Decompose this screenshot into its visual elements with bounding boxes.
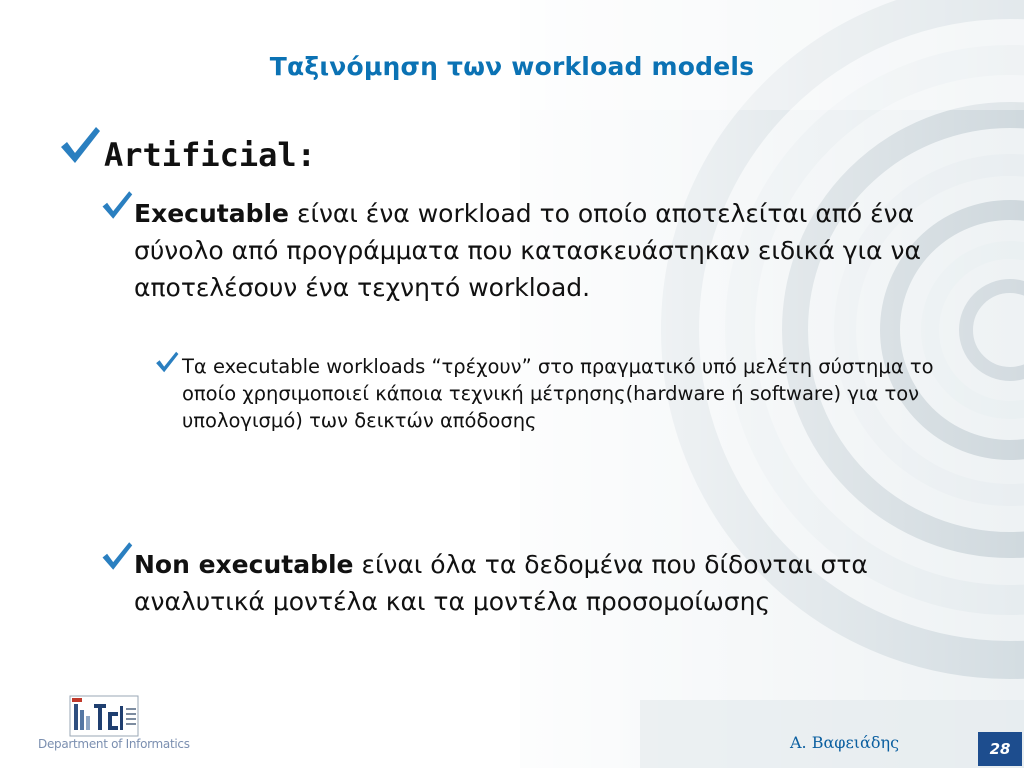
executable-sub-paragraph: Τα executable workloads “τρέχουν” στο πραγματικό υπό μελέτη σύστημα το οποίο χρησιμοποιεί κάποια τεχνική μέτρησης(hardware ή software) για τον υπολογισμό) των δεικτών απόδοσης [182,355,934,432]
page-number-box [978,732,1022,766]
executable-paragraph [134,195,964,306]
department-label: Department of Informatics [38,737,190,751]
page-number: 28 [989,740,1011,758]
checkmark-icon [100,189,134,221]
executable-term: Executable [134,199,290,228]
non-executable-paragraph [134,546,964,620]
checkmark-icon [100,540,134,572]
section-label-artificial: Artificial: [104,136,316,174]
slide-title: Ταξινόμηση των workload models [269,52,755,81]
non-executable-term: Non executable [134,550,354,579]
author-name: Α. Βαφειάδης [790,733,900,752]
checkmark-icon [58,124,102,166]
executable-text: είναι ένα workload το οποίο αποτελείται από ένα σύνολο από προγράμματα που κατασκευάστηκαν ειδικά για να αποτελέσουν ένα τεχνητό workload. [134,199,921,302]
non-executable-text: είναι όλα τα δεδομένα που δίδονται στα αναλυτικά μοντέλα και τα μοντέλα προσομοίωσης [134,550,868,616]
checkmark-icon [154,350,180,374]
